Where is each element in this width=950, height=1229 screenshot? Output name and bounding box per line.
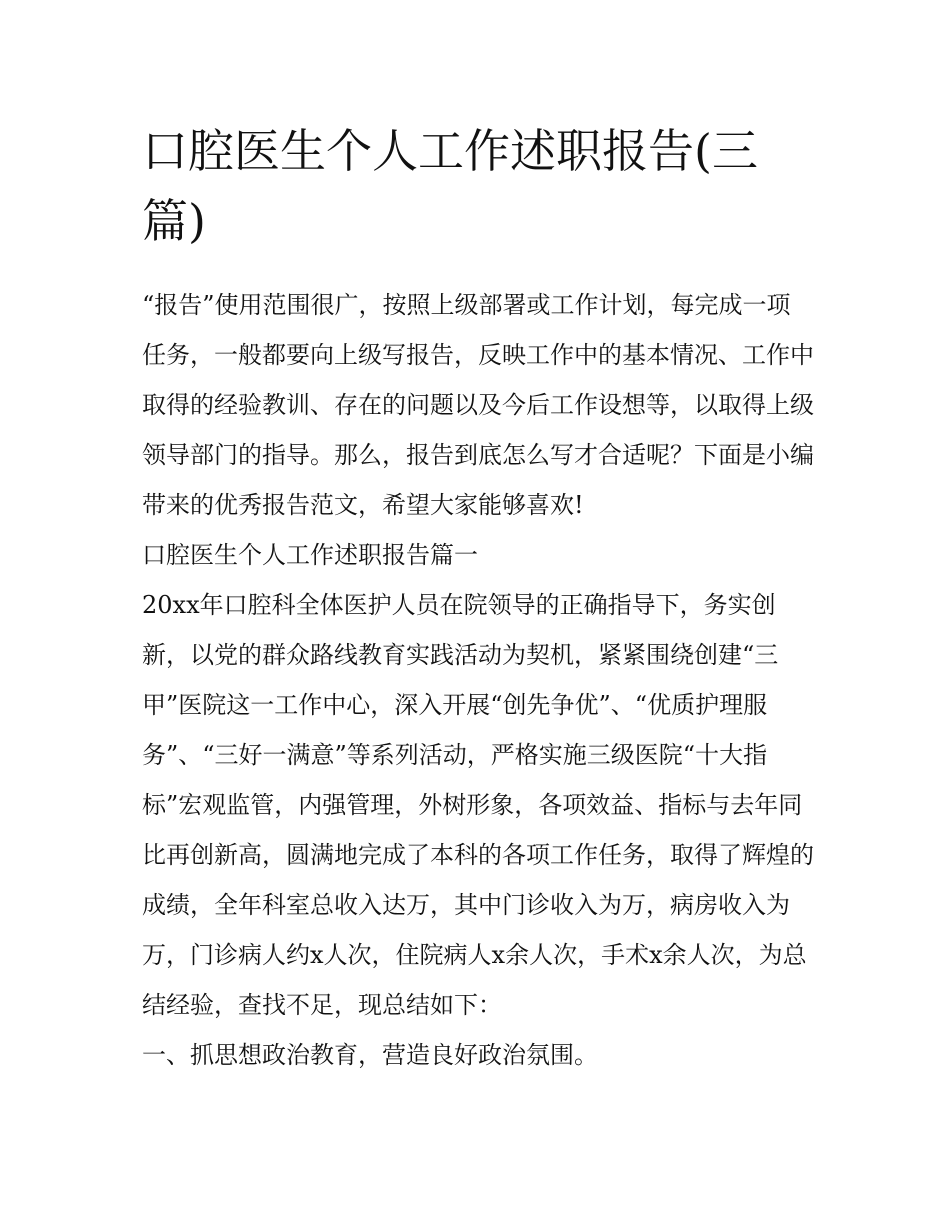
document-title: 口腔医生个人工作述职报告(三篇)	[142, 124, 758, 248]
document-content	[142, 116, 814, 1080]
subheading: 一、抓思想政治教育，营造良好政治氛围。	[142, 1041, 598, 1069]
section-heading: 口腔医生个人工作述职报告篇一	[142, 541, 478, 569]
intro-paragraph: “报告”使用范围很广，按照上级部署或工作计划，每完成一项任务，一般都要向上级写报告，反映工作中的基本情况、工作中取得的经验教训、存在的问题以及今后工作设想等，以取得上级领导部门的指导。那么，报告到底怎么写才合适呢？下面是小编带来的优秀报告范文，希望大家能够喜欢!	[142, 291, 814, 519]
body-paragraph: 20xx年口腔科全体医护人员在院领导的正确指导下，务实创新，以党的群众路线教育实践活动为契机，紧紧围绕创建“三甲”医院这一工作中心，深入开展“创先争优”、“优质护理服务”、“三好一满意”等系列活动，严格实施三级医院“十大指标”宏观监管，内强管理，外树形象，各项效益、指标与去年同比再创新高，圆满地完成了本科的各项工作任务，取得了辉煌的成绩，全年科室总收入达万，其中门诊收入为万，病房收入为万，门诊病人约x人次，住院病人x余人次，手术x余人次，为总结经验，查找不足，现总结如下：	[142, 591, 814, 1019]
document-body	[142, 280, 814, 1080]
